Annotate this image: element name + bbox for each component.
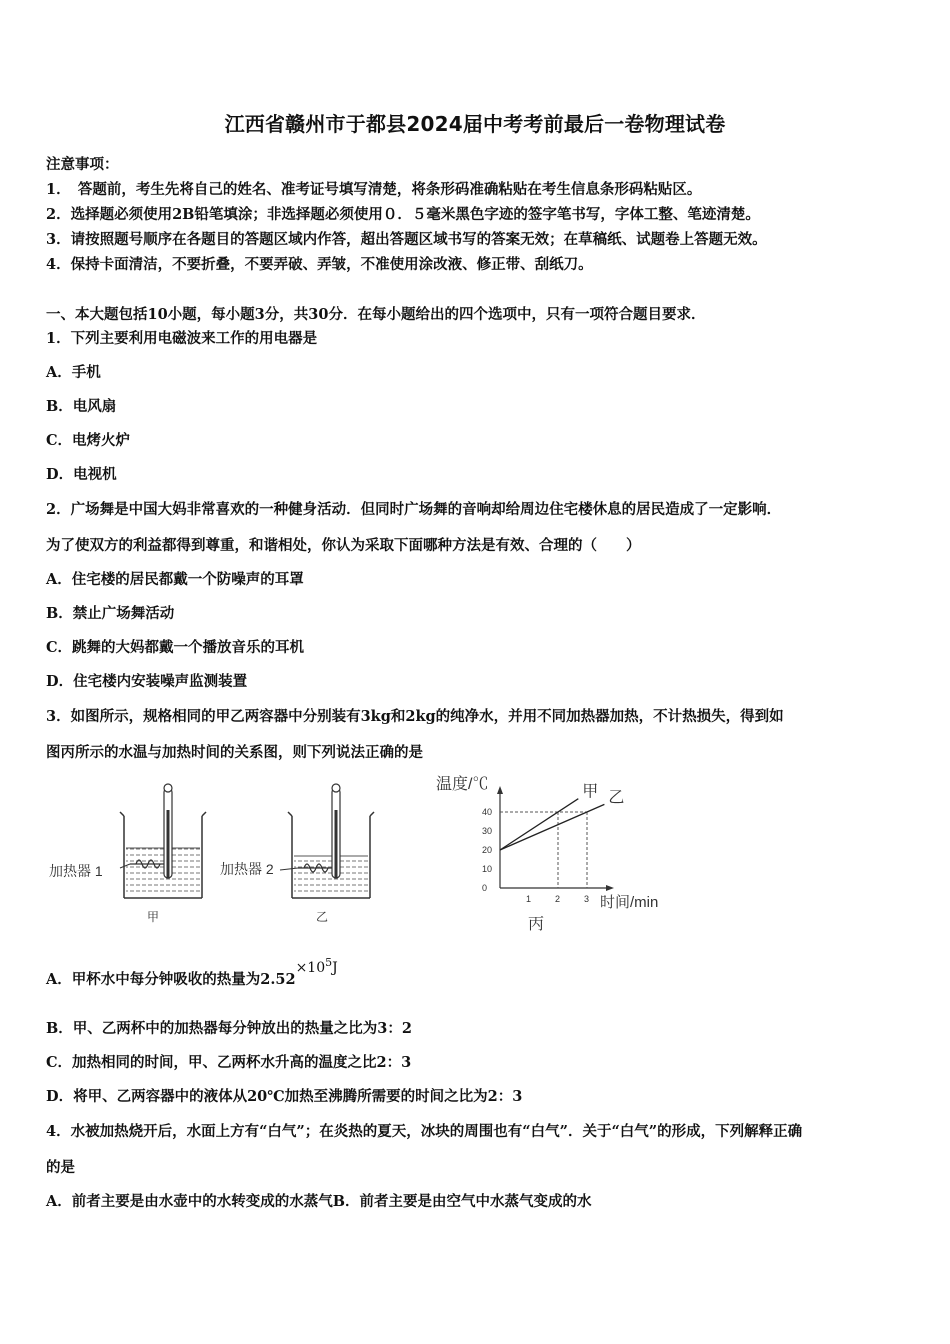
beaker-yi [220,784,374,924]
temperature-graph [436,775,658,933]
y-tick-label: 10 [482,864,493,874]
x-tick-label: 3 [584,894,590,904]
beaker-jia [49,784,206,924]
q3-option-a-exp: 5 [325,956,333,969]
notice-item-2: 2．选择题必须使用2B铅笔填涂；非选择题必须使用０．５毫米黑色字迹的签字笔书写，字体工整、笔迹清楚。 [46,206,760,223]
q1-option-a: A．手机 [46,364,101,381]
notice-item-4: 4．保持卡面清洁，不要折叠，不要弄破、弄皱，不准使用涂改液、修正带、刮纸刀。 [46,256,593,273]
q3-option-a-J: J [332,960,338,976]
y-tick-label: 40 [482,807,493,817]
q3-option-b: B．甲、乙两杯中的加热器每分钟放出的热量之比为3：2 [46,1020,412,1037]
q3-option-a-unit [295,956,338,976]
x-tick-label: 2 [555,894,561,904]
q4-stem-2: 的是 [46,1159,75,1176]
page-title: 江西省赣州市于都县2024届中考考前最后一卷物理试卷 [224,112,726,136]
series-label-jia: 甲 [582,783,599,801]
notice-heading: 注意事项： [46,156,119,173]
q2-option-c: C．跳舞的大妈都戴一个播放音乐的耳机 [46,639,305,656]
q3-option-d: D．将甲、乙两容器中的液体从20℃加热至沸腾所需要的时间之比为2：3 [46,1088,523,1105]
q3-option-c: C．加热相同的时间，甲、乙两杯水升高的温度之比2：3 [46,1054,412,1071]
series-line-yi [500,804,604,850]
q3-stem-2: 图丙所示的水温与加热时间的关系图，则下列说法正确的是 [46,744,423,761]
q2-option-b: B．禁止广场舞活动 [46,605,175,622]
graph-caption: 丙 [528,916,545,933]
q2-stem-1: 2．广场舞是中国大妈非常喜欢的一种健身活动．但同时广场舞的音响却给周边住宅楼休息的居民造成了一定影响． [46,501,782,518]
y-tick-label: 0 [482,883,488,893]
q3-stem-1: 3．如图所示，规格相同的甲乙两容器中分别装有3kg和2kg的纯净水，并用不同加热器加热，不计热损失，得到如 [46,708,784,725]
q4-option-ab: A．前者主要是由水壶中的水转变成的水蒸气B．前者主要是由空气中水蒸气变成的水 [46,1193,592,1210]
series-line-jia [500,799,578,850]
x-axis-arrow [606,885,614,891]
q2-option-d: D．住宅楼内安装噪声监测装置 [46,673,248,690]
section-heading: 一、本大题包括10小题，每小题3分，共30分．在每小题给出的四个选项中，只有一项符合题目要求． [46,306,706,323]
notice-item-1: 1． 答题前，考生先将自己的姓名、准考证号填写清楚，将条形码准确粘贴在考生信息条形码粘贴区。 [46,181,702,198]
q3-option-a-times: ×10 [295,960,326,976]
heater2-label: 加热器 2 [220,861,274,877]
graph-ylabel: 温度/℃ [436,776,489,793]
label-jia: 甲 [147,910,160,924]
q2-stem-2: 为了使双方的利益都得到尊重，和谐相处，你认为采取下面哪种方法是有效、合理的（ ） [46,537,641,554]
graph-xlabel: 时间/min [600,894,659,911]
series-label-yi: 乙 [608,789,625,807]
x-tick-label: 1 [526,894,532,904]
q4-stem-1: 4．水被加热烧开后，水面上方有“白气”；在炎热的夏天，冰块的周围也有“白气”．关于“白气”的形成，下列解释正确 [46,1123,803,1140]
y-tick-label: 20 [482,845,493,855]
q3-option-a-text: A．甲杯水中每分钟吸收的热量为2.52 [46,971,296,988]
q3-option-a [46,956,338,989]
notice-item-3: 3．请按照题号顺序在各题目的答题区域内作答，超出答题区域书写的答案无效；在草稿纸、试题卷上答题无效。 [46,231,767,248]
q1-option-d: D．电视机 [46,466,117,483]
q1-option-c: C．电烤火炉 [46,432,131,449]
q3-figure [40,768,720,953]
q1-option-b: B．电风扇 [46,398,117,415]
y-axis-arrow [497,786,503,794]
heater1-label: 加热器 1 [49,863,103,879]
q2-option-a: A．住宅楼的居民都戴一个防噪声的耳罩 [46,571,304,588]
q1-stem: 1．下列主要利用电磁波来工作的用电器是 [46,330,318,347]
label-yi: 乙 [316,910,329,924]
y-tick-label: 30 [482,826,493,836]
